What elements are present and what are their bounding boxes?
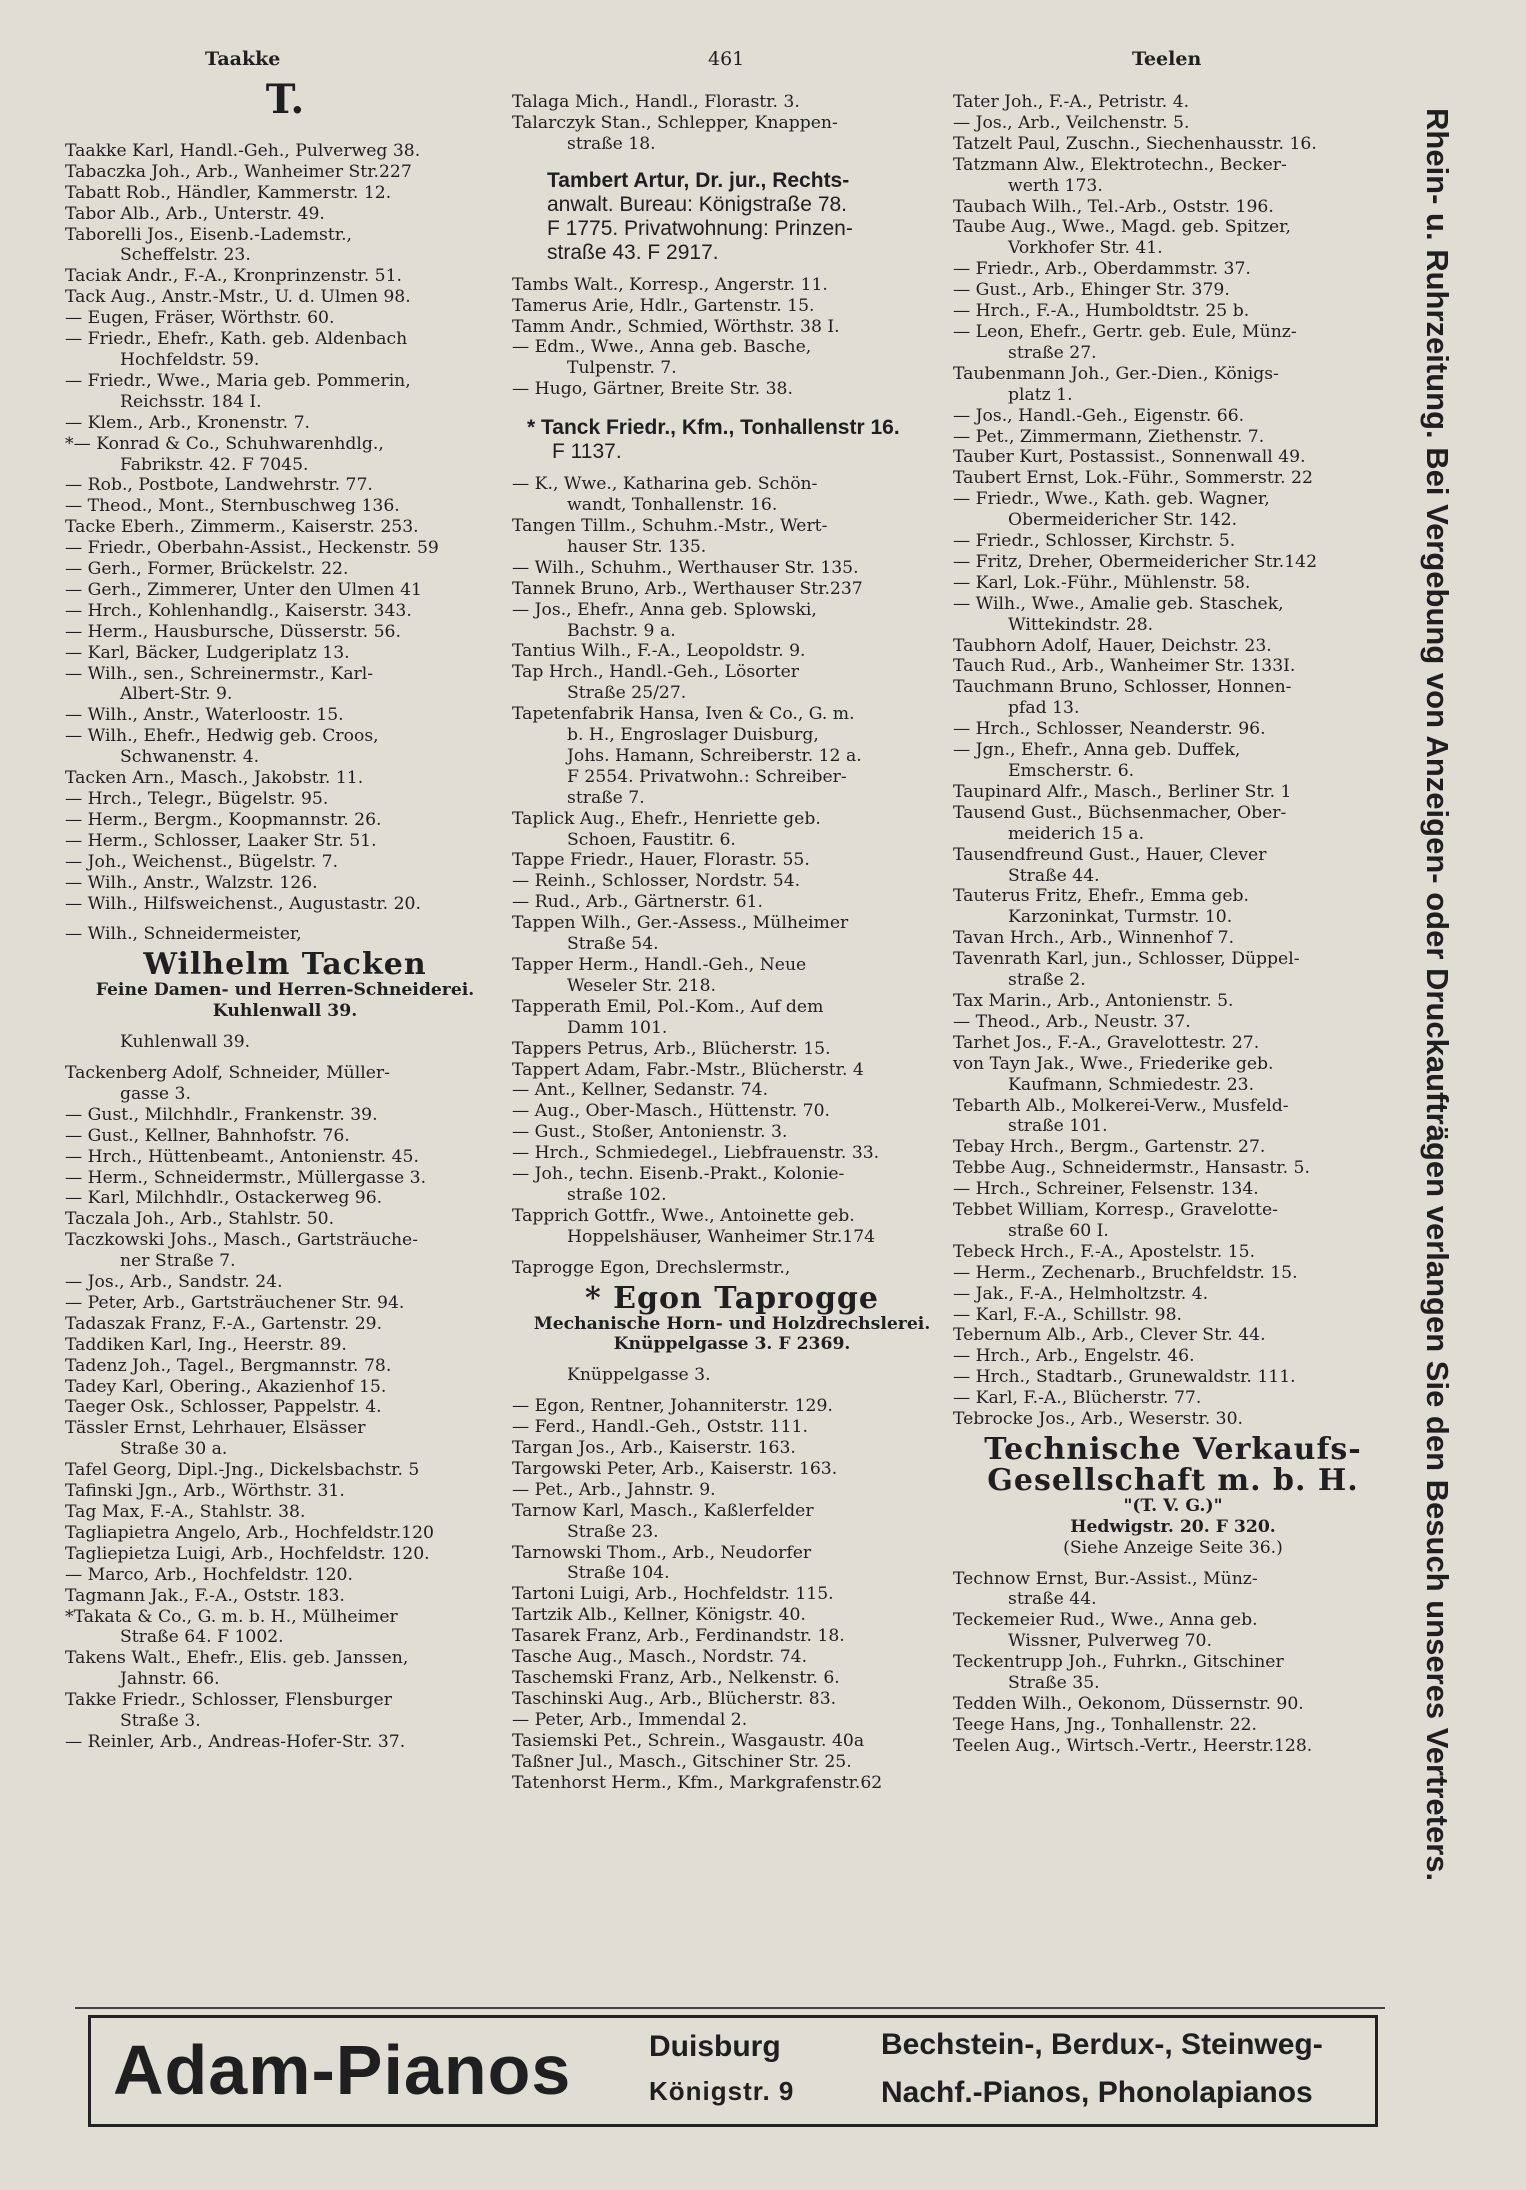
directory-entry: Tauchmann Bruno, Schlosser, Honnen-	[953, 677, 1292, 698]
directory-entry: Talarczyk Stan., Schlepper, Knappen-	[512, 112, 838, 133]
entry-continuation: Tulpenstr. 7.	[567, 358, 677, 379]
directory-entry: Taschinski Aug., Arb., Blücherstr. 83.	[512, 1688, 837, 1709]
directory-entry: Tausend Gust., Büchsenmacher, Ober-	[953, 802, 1287, 823]
directory-entry: Taeger Osk., Schlosser, Pappelstr. 4.	[65, 1397, 382, 1418]
directory-entry: Tebrocke Jos., Arb., Weserstr. 30.	[953, 1409, 1243, 1430]
entry-continuation: Schwanenstr. 4.	[120, 747, 260, 768]
directory-entry: Tauterus Fritz, Ehefr., Emma geb.	[953, 886, 1249, 907]
directory-entry: Tebay Hrch., Bergm., Gartenstr. 27.	[953, 1137, 1266, 1158]
directory-entry: — Ferd., Handl.-Geh., Oststr. 111.	[512, 1417, 808, 1438]
entry-continuation: Obermeidericher Str. 142.	[1008, 510, 1238, 531]
column-1	[65, 76, 505, 1753]
entry-continuation: Jahnstr. 66.	[120, 1669, 220, 1690]
directory-entry: Tabaczka Joh., Arb., Wanheimer Str.227	[65, 161, 412, 182]
directory-entry: Taakke Karl, Handl.-Geh., Pulverweg 38.	[65, 140, 421, 161]
directory-entry: Tarhet Jos., F.-A., Gravelottestr. 27.	[953, 1032, 1260, 1053]
directory-entry: Tapetenfabrik Hansa, Iven & Co., G. m.	[512, 704, 855, 725]
directory-entry: — Hrch., Telegr., Bügelstr. 95.	[65, 789, 329, 809]
advertisement-block	[512, 1280, 952, 1356]
directory-entry: — Hrch., Hüttenbeamt., Antonienstr. 45.	[65, 1146, 419, 1167]
directory-entry: Tebarth Alb., Molkerei-Verw., Musfeld-	[953, 1095, 1289, 1116]
directory-entry: — Hrch., Stadtarb., Grunewaldstr. 111.	[953, 1367, 1296, 1388]
directory-entry: Tap Hrch., Handl.-Geh., Lösorter	[512, 662, 800, 683]
directory-entry: Tafinski Jgn., Arb., Wörthstr. 31.	[65, 1481, 345, 1502]
directory-entry: — Wilh., Anstr., Waterloostr. 15.	[65, 705, 344, 726]
directory-entry: — Gerh., Zimmerer, Unter den Ulmen 41	[65, 579, 422, 600]
directory-entry: — Friedr., Schlosser, Kirchstr. 5.	[953, 531, 1236, 552]
entry-continuation: Vorkhofer Str. 41.	[1008, 238, 1163, 259]
directory-entry: — Herm., Zechenarb., Bruchfeldstr. 15.	[953, 1262, 1298, 1283]
entry-continuation: straße 102.	[567, 1184, 667, 1205]
directory-entry: Talaga Mich., Handl., Florastr. 3.	[512, 92, 800, 112]
directory-entry: Taciak Andr., F.-A., Kronprinzenstr. 51.	[65, 266, 403, 287]
highlighted-entry	[547, 169, 952, 265]
entry-continuation: pfad 13.	[1008, 698, 1080, 719]
directory-entry: — Klem., Arb., Kronenstr. 7.	[65, 412, 310, 433]
directory-entry: Targan Jos., Arb., Kaiserstr. 163.	[512, 1438, 796, 1459]
directory-entry: Tatenhorst Herm., Kfm., Markgrafenstr.62	[512, 1772, 883, 1793]
directory-entry: Tannek Bruno, Arb., Werthauser Str.237	[512, 578, 863, 599]
entry-continuation: Straße 104.	[567, 1563, 670, 1584]
entry-continuation: platz 1.	[1008, 384, 1073, 405]
entry-continuation: gasse 3.	[120, 1083, 191, 1104]
entry-continuation: Fabrikstr. 42. F 7045.	[120, 454, 309, 475]
directory-entry: Taßner Jul., Masch., Gitschiner Str. 25.	[512, 1751, 852, 1772]
banner-city: Duisburg	[649, 2030, 781, 2063]
directory-entry: Tappers Petrus, Arb., Blücherstr. 15.	[512, 1038, 831, 1059]
highlighted-line: F 1137.	[552, 440, 622, 464]
ad-line-2: Kuhlenwall 39.	[212, 1001, 358, 1022]
directory-entry: — Wilh., sen., Schreinermstr., Karl-	[65, 663, 374, 684]
entry-continuation: Bachstr. 9 a.	[567, 620, 676, 641]
entry-continuation: Wissner, Pulverweg 70.	[1008, 1631, 1212, 1652]
entry-continuation: straße 18.	[567, 133, 656, 154]
entry-continuation: straße 44.	[1008, 1589, 1097, 1610]
directory-entry: — Friedr., Wwe., Kath. geb. Wagner,	[953, 489, 1270, 510]
directory-entry: — Wilh., Hilfsweichenst., Augustastr. 20.	[65, 893, 421, 914]
directory-entry: Technow Ernst, Bur.-Assist., Münz-	[953, 1568, 1258, 1589]
entry-continuation: straße 101.	[1008, 1116, 1108, 1137]
directory-entry: Tappen Wilh., Ger.-Assess., Mülheimer	[512, 913, 849, 934]
directory-entry: — Hrch., Kohlenhandlg., Kaiserstr. 343.	[65, 600, 412, 621]
directory-entry: Tappert Adam, Fabr.-Mstr., Blücherstr. 4	[512, 1059, 864, 1080]
entry-continuation: wandt, Tonhallenstr. 16.	[567, 495, 778, 516]
directory-entry: — Herm., Bergm., Koopmannstr. 26.	[65, 809, 382, 830]
entry-continuation: Straße 25/27.	[567, 683, 687, 704]
directory-entry: Tauch Rud., Arb., Wanheimer Str. 133I.	[953, 656, 1296, 677]
advertisement-block	[953, 1432, 1393, 1559]
directory-entry: Tappe Friedr., Hauer, Florastr. 55.	[512, 850, 810, 871]
directory-entry: — Jgn., Ehefr., Anna geb. Duffek,	[953, 740, 1241, 761]
directory-entry: — Friedr., Wwe., Maria geb. Pommerin,	[65, 370, 411, 391]
directory-entry: Taborelli Jos., Eisenb.-Lademstr.,	[65, 224, 353, 245]
ad-line-3: (Siehe Anzeige Seite 36.)	[1063, 1537, 1283, 1558]
directory-entry: — Friedr., Oberbahn-Assist., Heckenstr. 59	[65, 538, 439, 559]
directory-entry: Tater Joh., F.-A., Petristr. 4.	[953, 92, 1190, 112]
directory-entry: — Marco, Arb., Hochfeldstr. 120.	[65, 1564, 353, 1585]
entry-continuation: Emscherstr. 6.	[1008, 761, 1135, 781]
directory-entry: Tasarek Franz, Arb., Ferdinandstr. 18.	[512, 1626, 845, 1647]
highlighted-line: Tambert Artur, Dr. jur., Rechts-	[547, 168, 850, 192]
directory-entry: Tatzelt Paul, Zuschn., Siechenhausstr. 16.	[953, 133, 1317, 154]
running-head-right: Teelen	[1132, 48, 1202, 70]
directory-entry: Tadenz Joh., Tagel., Bergmannstr. 78.	[65, 1355, 392, 1376]
directory-entry: Taczala Joh., Arb., Stahlstr. 50.	[65, 1209, 335, 1230]
directory-entry: Tapprich Gottfr., Wwe., Antoinette geb.	[512, 1205, 855, 1226]
directory-entry: Tagliapietra Angelo, Arb., Hochfeldstr.120	[65, 1522, 434, 1543]
entry-continuation: Reichsstr. 184 I.	[120, 391, 262, 412]
directory-entry: Taubach Wilh., Tel.-Arb., Oststr. 196.	[953, 196, 1274, 217]
directory-entry: Tambs Walt., Korresp., Angerstr. 11.	[512, 274, 828, 295]
directory-entry: Taprogge Egon, Drechslermstr.,	[512, 1257, 791, 1278]
directory-entry: Tacken Arn., Masch., Jakobstr. 11.	[65, 768, 364, 789]
entry-continuation: werth 173.	[1008, 175, 1103, 196]
directory-entry: — Pet., Zimmermann, Ziethenstr. 7.	[953, 426, 1265, 447]
entry-continuation: hauser Str. 135.	[567, 536, 707, 557]
directory-entry: Tadey Karl, Obering., Akazienhof 15.	[65, 1376, 387, 1397]
directory-entry: Tedden Wilh., Oekonom, Düssernstr. 90.	[953, 1693, 1304, 1714]
directory-entry: — Gerh., Former, Brückelstr. 22.	[65, 559, 349, 580]
directory-entry: Tarnowski Thom., Arb., Neudorfer	[512, 1542, 812, 1563]
entry-continuation: Damm 101.	[567, 1017, 668, 1038]
directory-entry: — Hrch., Arb., Engelstr. 46.	[953, 1346, 1195, 1367]
directory-entry: Tasiemski Pet., Schrein., Wasgaustr. 40a	[512, 1730, 865, 1751]
directory-entry: — Fritz, Dreher, Obermeidericher Str.142	[953, 551, 1317, 572]
piano-banner-ad	[88, 2015, 1378, 2127]
entry-continuation: b. H., Engroslager Duisburg,	[567, 725, 819, 746]
directory-entry: — Hugo, Gärtner, Breite Str. 38.	[512, 379, 793, 400]
column-2	[512, 92, 952, 1793]
directory-entry: Taubhorn Adolf, Hauer, Deichstr. 23.	[953, 635, 1272, 656]
directory-entry: — Jos., Ehefr., Anna geb. Splowski,	[512, 599, 817, 620]
directory-entry: Taczkowski Johs., Masch., Gartsträuche-	[65, 1230, 419, 1251]
directory-entry: — Edm., Wwe., Anna geb. Basche,	[512, 337, 812, 358]
directory-entry: Tarnow Karl, Masch., Kaßlerfelder	[512, 1500, 814, 1521]
side-ad-text: Rhein- u. Ruhrzeitung. Bei Vergebung von Anzeigen- oder Druckaufträgen verlangen Sie den Besuch unseres Vertreters.	[1420, 108, 1455, 1882]
entry-continuation: straße 60 I.	[1008, 1220, 1109, 1241]
entry-continuation: ner Straße 7.	[120, 1251, 236, 1272]
directory-entry: Tebbe Aug., Schneidermstr., Hansastr. 5.	[953, 1158, 1310, 1179]
highlighted-line: straße 43. F 2917.	[547, 240, 719, 264]
directory-entry: — Jos., Handl.-Geh., Eigenstr. 66.	[953, 405, 1245, 426]
entry-continuation: Hochfeldstr. 59.	[120, 349, 260, 370]
directory-entry: — Friedr., Ehefr., Kath. geb. Aldenbach	[65, 329, 408, 350]
entry-continuation: Albert-Str. 9.	[120, 684, 233, 705]
directory-entry: — Joh., Weichenst., Bügelstr. 7.	[65, 851, 339, 872]
directory-entry: — Karl, Milchhdlr., Ostackerweg 96.	[65, 1188, 383, 1209]
entry-continuation: Straße 64. F 1002.	[120, 1627, 284, 1648]
directory-entry: Tauber Kurt, Postassist., Sonnenwall 49.	[953, 447, 1306, 468]
directory-entry: Takke Friedr., Schlosser, Flensburger	[65, 1690, 392, 1711]
directory-entry: Tatzmann Alw., Elektrotechn., Becker-	[953, 154, 1287, 175]
directory-entry: Tausendfreund Gust., Hauer, Clever	[953, 844, 1267, 865]
directory-entry: — Egon, Rentner, Johanniterstr. 129.	[512, 1396, 833, 1417]
highlighted-line: * Tanck Friedr., Kfm., Tonhallenstr 16.	[527, 416, 900, 440]
banner-brand: Adam-Pianos	[113, 2031, 572, 2109]
directory-entry: Tagmann Jak., F.-A., Oststr. 183.	[65, 1585, 345, 1606]
directory-entry: — Karl, Bäcker, Ludgeriplatz 13.	[65, 642, 350, 663]
entry-continuation: Wittekindstr. 28.	[1008, 614, 1154, 635]
directory-entry: — Peter, Arb., Gartsträuchener Str. 94.	[65, 1292, 405, 1313]
directory-entry: — Theod., Arb., Neustr. 37.	[953, 1011, 1191, 1032]
entry-continuation: Schoen, Faustitr. 6.	[567, 829, 736, 850]
entry-continuation: Kaufmann, Schmiedestr. 23.	[1008, 1074, 1255, 1095]
directory-entry: Tartzik Alb., Kellner, Königstr. 40.	[512, 1605, 806, 1626]
directory-entry: Tapper Herm., Handl.-Geh., Neue	[512, 955, 807, 975]
entry-continuation: Hoppelshäuser, Wanheimer Str.174	[567, 1226, 876, 1247]
banner-address: Königstr. 9	[649, 2076, 795, 2106]
directory-entry: — K., Wwe., Katharina geb. Schön-	[512, 474, 818, 495]
directory-entry: Teckemeier Rud., Wwe., Anna geb.	[953, 1610, 1258, 1631]
ad-line-2: Hedwigstr. 20. F 320.	[1070, 1516, 1276, 1537]
directory-entry: *— Konrad & Co., Schuhwarenhdlg.,	[65, 433, 384, 454]
entry-continuation: Straße 35.	[1008, 1673, 1100, 1694]
directory-entry: — Herm., Schneidermstr., Müllergasse 3.	[65, 1167, 427, 1188]
directory-entry: — Aug., Ober-Masch., Hüttenstr. 70.	[512, 1101, 830, 1122]
page-number: 461	[708, 48, 745, 70]
entry-continuation: Karzoninkat, Turmstr. 10.	[1008, 907, 1233, 928]
directory-entry: — Friedr., Arb., Oberdammstr. 37.	[953, 259, 1251, 280]
running-head-left: Taakke	[205, 48, 281, 70]
directory-entry: Takens Walt., Ehefr., Elis. geb. Janssen,	[65, 1648, 409, 1669]
ad-title-2: Gesellschaft m. b. H.	[987, 1462, 1359, 1498]
directory-entry: — Gust., Kellner, Bahnhofstr. 76.	[65, 1125, 350, 1146]
directory-entry: — Karl, F.-A., Blücherstr. 77.	[953, 1388, 1202, 1409]
directory-entry: Tack Aug., Anstr.-Mstr., U. d. Ulmen 98.	[65, 287, 411, 308]
directory-entry: — Ant., Kellner, Sedanstr. 74.	[512, 1080, 769, 1101]
entry-continuation: meiderich 15 a.	[1008, 823, 1145, 844]
directory-entry: — Theod., Mont., Sternbuschweg 136.	[65, 496, 400, 517]
directory-entry: Tartoni Luigi, Arb., Hochfeldstr. 115.	[512, 1584, 834, 1605]
ad-title: * Egon Taprogge	[585, 1280, 879, 1316]
directory-entry: — Wilh., Wwe., Amalie geb. Staschek,	[953, 593, 1284, 614]
directory-entry: Tamerus Arie, Hdlr., Gartenstr. 15.	[512, 295, 815, 316]
directory-entry: Tangen Tillm., Schuhm.-Mstr., Wert-	[512, 515, 828, 536]
ad-line-1: "(T. V. G.)"	[1123, 1495, 1223, 1516]
directory-entry: Tag Max, F.-A., Stahlstr. 38.	[65, 1502, 306, 1522]
directory-entry: Tadaszak Franz, F.-A., Gartenstr. 29.	[65, 1313, 383, 1334]
directory-entry: Taschemski Franz, Arb., Nelkenstr. 6.	[512, 1668, 840, 1688]
directory-entry: Taplick Aug., Ehefr., Henriette geb.	[512, 808, 821, 829]
directory-entry: Taube Aug., Wwe., Magd. geb. Spitzer,	[953, 217, 1291, 238]
directory-entry: von Tayn Jak., Wwe., Friederike geb.	[953, 1053, 1274, 1074]
directory-entry: — Hrch., F.-A., Humboldtstr. 25 b.	[953, 301, 1250, 322]
directory-entry: — Peter, Arb., Immendal 2.	[512, 1709, 748, 1730]
directory-entry: Tabor Alb., Arb., Unterstr. 49.	[65, 203, 325, 224]
directory-entry: — Hrch., Schmiedegel., Liebfrauenstr. 33.	[512, 1143, 880, 1164]
directory-entry: Tantius Wilh., F.-A., Leopoldstr. 9.	[512, 641, 806, 662]
directory-entry: — Karl, Lok.-Führ., Mühlenstr. 58.	[953, 572, 1251, 593]
entry-continuation: Kuhlenwall 39.	[120, 1032, 251, 1053]
highlighted-line: F 1775. Privatwohnung: Prinzen-	[547, 216, 853, 240]
entry-continuation: straße 2.	[1008, 970, 1086, 991]
directory-entry: — Joh., techn. Eisenb.-Prakt., Kolonie-	[512, 1164, 845, 1185]
directory-entry: — Gust., Milchhdlr., Frankenstr. 39.	[65, 1104, 378, 1125]
directory-entry: — Karl, F.-A., Schillstr. 98.	[953, 1304, 1182, 1325]
entry-continuation: Straße 30 a.	[120, 1439, 228, 1460]
directory-entry: Teege Hans, Jng., Tonhallenstr. 22.	[953, 1714, 1257, 1735]
banner-rule	[75, 2007, 1385, 2009]
ad-line-1: Mechanische Horn- und Holzdrechslerei.	[533, 1313, 931, 1334]
entry-continuation: straße 7.	[567, 787, 645, 808]
directory-entry: — Jos., Arb., Veilchenstr. 5.	[953, 112, 1190, 133]
entry-continuation: Straße 3.	[120, 1711, 201, 1732]
directory-entry: — Gust., Stoßer, Antonienstr. 3.	[512, 1122, 788, 1143]
entry-continuation: Straße 54.	[567, 934, 659, 955]
directory-entry: Tax Marin., Arb., Antonienstr. 5.	[953, 990, 1234, 1011]
entry-continuation: Straße 23.	[567, 1521, 659, 1542]
directory-entry: Tafel Georg, Dipl.-Jng., Dickelsbachstr. 5	[65, 1460, 420, 1481]
directory-entry: Tavan Hrch., Arb., Winnenhof 7.	[953, 928, 1235, 949]
highlighted-line: anwalt. Bureau: Königstraße 78.	[547, 192, 848, 216]
directory-entry: Tebernum Alb., Arb., Clever Str. 44.	[953, 1325, 1266, 1346]
advertisement-block	[65, 947, 505, 1022]
directory-entry: Targowski Peter, Arb., Kaiserstr. 163.	[512, 1458, 838, 1479]
entry-continuation: Weseler Str. 218.	[567, 975, 716, 996]
directory-entry: — Rud., Arb., Gärtnerstr. 61.	[512, 892, 763, 913]
directory-entry: Taubenmann Joh., Ger.-Dien., Königs-	[953, 363, 1279, 384]
directory-entry: Tapperath Emil, Pol.-Kom., Auf dem	[512, 996, 824, 1017]
directory-entry: Tebeck Hrch., F.-A., Apostelstr. 15.	[953, 1241, 1256, 1262]
directory-entry: Taubert Ernst, Lok.-Führ., Sommerstr. 22	[953, 468, 1313, 489]
directory-entry: — Wilh., Anstr., Walzstr. 126.	[65, 872, 318, 893]
directory-entry: Taupinard Alfr., Masch., Berliner Str. 1	[953, 781, 1292, 802]
ad-title: Technische Verkaufs-	[984, 1432, 1362, 1467]
ad-line-1: Feine Damen- und Herren-Schneiderei.	[95, 980, 475, 1001]
directory-entry: — Reinh., Schlosser, Nordstr. 54.	[512, 871, 801, 892]
directory-entry: — Wilh., Ehefr., Hedwig geb. Croos,	[65, 726, 379, 747]
directory-entry: Tagliepietza Luigi, Arb., Hochfeldstr. 120.	[65, 1543, 430, 1564]
directory-entry: — Eugen, Fräser, Wörthstr. 60.	[65, 308, 335, 329]
directory-entry: Tackenberg Adolf, Schneider, Müller-	[65, 1062, 390, 1083]
directory-entry: — Herm., Hausbursche, Düsserstr. 56.	[65, 621, 401, 642]
banner-line-1: Bechstein-, Berdux-, Steinweg-	[881, 2028, 1323, 2061]
entry-continuation: Scheffelstr. 23.	[120, 245, 251, 266]
banner-line-2: Nachf.-Pianos, Phonolapianos	[881, 2076, 1313, 2109]
entry-continuation: straße 27.	[1008, 342, 1097, 363]
directory-entry: — Pet., Arb., Jahnstr. 9.	[512, 1479, 716, 1500]
directory-entry: Tabatt Rob., Händler, Kammerstr. 12.	[65, 182, 392, 203]
directory-entry: — Hrch., Schlosser, Neanderstr. 96.	[953, 719, 1266, 740]
directory-entry: — Gust., Arb., Ehinger Str. 379.	[953, 280, 1230, 301]
directory-entry: Tamm Andr., Schmied, Wörthstr. 38 I.	[512, 316, 840, 337]
section-letter: T.	[265, 76, 305, 123]
directory-entry: Tavenrath Karl, jun., Schlosser, Düppel-	[953, 949, 1300, 970]
entry-continuation: F 2554. Privatwohn.: Schreiber-	[567, 766, 847, 787]
directory-entry: Teelen Aug., Wirtsch.-Vertr., Heerstr.128.	[953, 1735, 1313, 1756]
directory-entry: Tasche Aug., Masch., Nordstr. 74.	[512, 1647, 808, 1668]
directory-entry: Tässler Ernst, Lehrhauer, Elsässer	[65, 1418, 366, 1439]
directory-entry: Tebbet William, Korresp., Gravelotte-	[953, 1200, 1278, 1221]
ad-title: Wilhelm Tacken	[143, 947, 427, 983]
directory-entry: — Reinler, Arb., Andreas-Hofer-Str. 37.	[65, 1731, 406, 1752]
directory-entry: — Hrch., Schreiner, Felsenstr. 134.	[953, 1179, 1259, 1200]
directory-entry: — Leon, Ehefr., Gertr. geb. Eule, Münz-	[953, 321, 1297, 342]
column-3	[953, 92, 1393, 1757]
directory-entry: Teckentrupp Joh., Fuhrkn., Gitschiner	[953, 1652, 1284, 1673]
entry-continuation: Straße 44.	[1008, 865, 1100, 886]
directory-entry: — Wilh., Schuhm., Werthauser Str. 135.	[512, 557, 859, 578]
entry-continuation: Johs. Hamann, Schreiberstr. 12 a.	[567, 745, 862, 766]
directory-entry: Tacke Eberh., Zimmerm., Kaiserstr. 253.	[65, 517, 419, 538]
highlighted-entry	[527, 416, 952, 464]
entry-continuation: Knüppelgasse 3.	[567, 1365, 711, 1386]
directory-entry: — Herm., Schlosser, Laaker Str. 51.	[65, 830, 377, 851]
directory-entry: — Wilh., Schneidermeister,	[65, 924, 302, 945]
directory-entry: — Jos., Arb., Sandstr. 24.	[65, 1272, 283, 1293]
directory-entry: *Takata & Co., G. m. b. H., Mülheimer	[65, 1606, 398, 1627]
directory-entry: — Jak., F.-A., Helmholtzstr. 4.	[953, 1283, 1209, 1304]
directory-entry: Taddiken Karl, Ing., Heerstr. 89.	[65, 1334, 347, 1355]
directory-entry: — Rob., Postbote, Landwehrstr. 77.	[65, 475, 373, 496]
ad-line-2: Knüppelgasse 3. F 2369.	[613, 1334, 851, 1355]
